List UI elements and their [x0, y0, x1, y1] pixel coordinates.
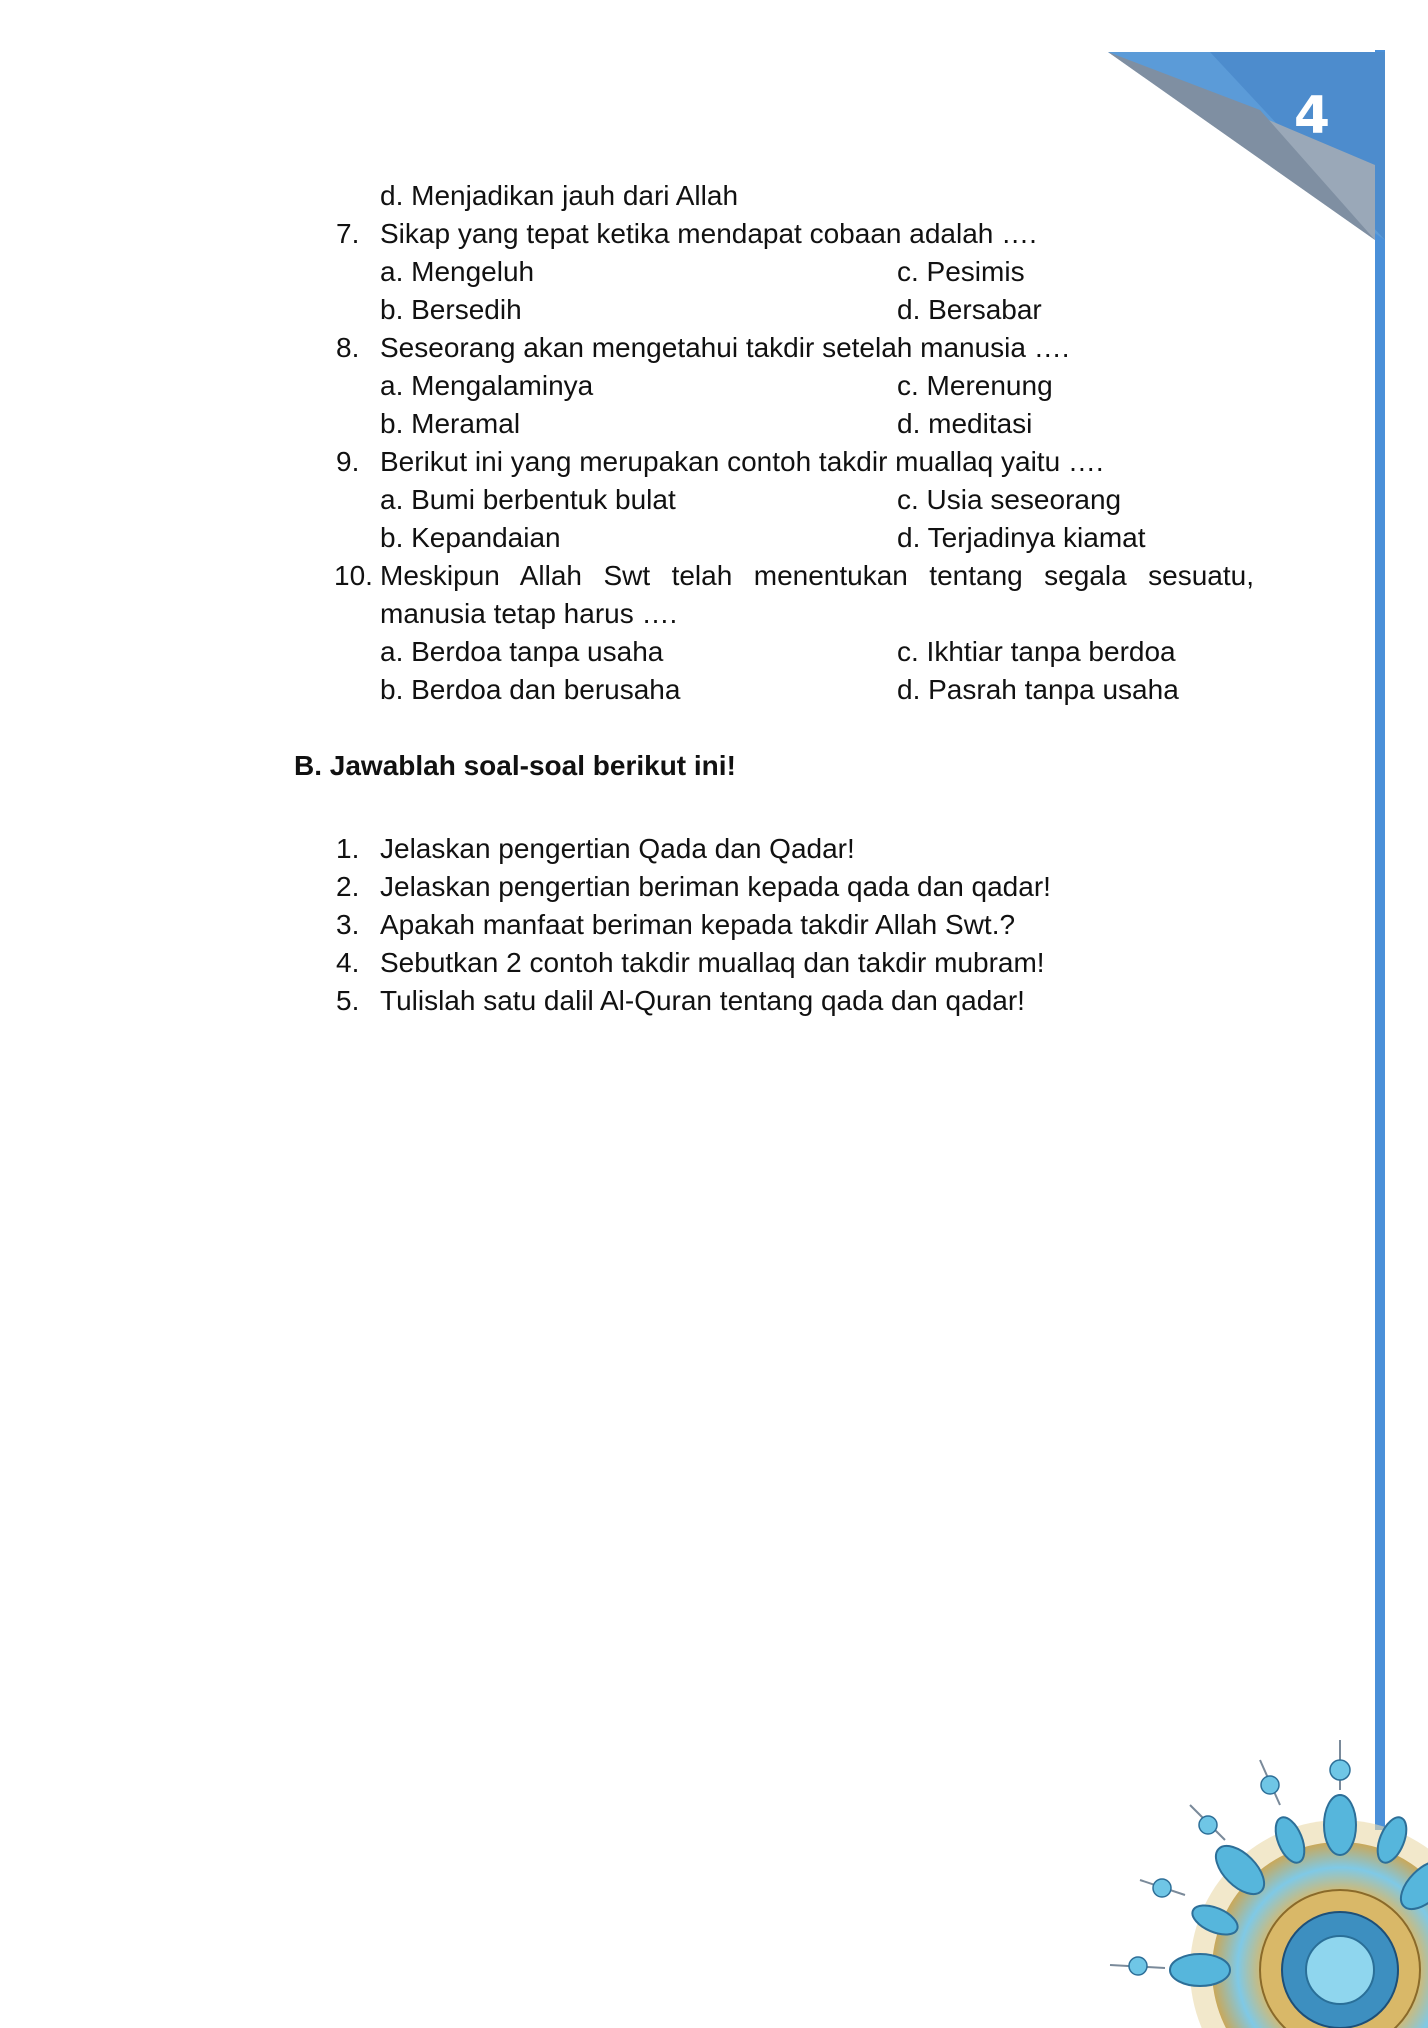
page-number: 4	[1293, 86, 1331, 146]
b2-number: 2.	[336, 871, 360, 902]
q8-option-a: a. Mengalaminya	[380, 370, 594, 401]
b5-number: 5.	[336, 985, 360, 1016]
q10-text-line2: manusia tetap harus ….	[380, 598, 678, 629]
q10-number: 10.	[334, 560, 373, 591]
b4-text: Sebutkan 2 contoh takdir muallaq dan takdir mubram!	[380, 947, 1045, 978]
q6-option-d: d. Menjadikan jauh dari Allah	[380, 180, 739, 211]
q9-text: Berikut ini yang merupakan contoh takdir muallaq yaitu ….	[380, 446, 1104, 477]
q8-text: Seseorang akan mengetahui takdir setelah manusia ….	[380, 332, 1070, 363]
q9-option-b: b. Kepandaian	[380, 522, 561, 553]
q8-option-d: d. meditasi	[897, 408, 1033, 439]
q8-option-b: b. Meramal	[380, 408, 521, 439]
q9-option-a: a. Bumi berbentuk bulat	[380, 484, 676, 515]
q10-option-b: b. Berdoa dan berusaha	[380, 674, 681, 705]
q9-number: 9.	[336, 446, 360, 477]
q7-option-a: a. Mengeluh	[380, 256, 535, 287]
q8-number: 8.	[336, 332, 360, 363]
q10-option-c: c. Ikhtiar tanpa berdoa	[897, 636, 1176, 667]
q9-option-c: c. Usia seseorang	[897, 484, 1122, 515]
q9-option-d: d. Terjadinya kiamat	[897, 522, 1146, 553]
b3-number: 3.	[336, 909, 360, 940]
b4-number: 4.	[336, 947, 360, 978]
b1-number: 1.	[336, 833, 360, 864]
q7-number: 7.	[336, 218, 360, 249]
right-border-bar	[1375, 50, 1385, 1830]
b2-text: Jelaskan pengertian beriman kepada qada dan qadar!	[380, 871, 1051, 902]
mandala-ornament	[1100, 1730, 1428, 2028]
q7-option-d: d. Bersabar	[897, 294, 1042, 325]
q7-option-b: b. Bersedih	[380, 294, 522, 325]
q7-option-c: c. Pesimis	[897, 256, 1025, 287]
q8-option-c: c. Merenung	[897, 370, 1053, 401]
b3-text: Apakah manfaat beriman kepada takdir Allah Swt.?	[380, 909, 1016, 940]
q10-text-line1: Meskipun Allah Swt telah menentukan tentang segala sesuatu,	[380, 560, 1254, 591]
b1-text: Jelaskan pengertian Qada dan Qadar!	[380, 833, 855, 864]
section-b-heading: B. Jawablah soal-soal berikut ini!	[294, 750, 736, 781]
q7-text: Sikap yang tepat ketika mendapat cobaan adalah ….	[380, 218, 1037, 249]
b5-text: Tulislah satu dalil Al-Quran tentang qada dan qadar!	[380, 985, 1025, 1016]
q10-option-a: a. Berdoa tanpa usaha	[380, 636, 664, 667]
q10-option-d: d. Pasrah tanpa usaha	[897, 674, 1179, 705]
